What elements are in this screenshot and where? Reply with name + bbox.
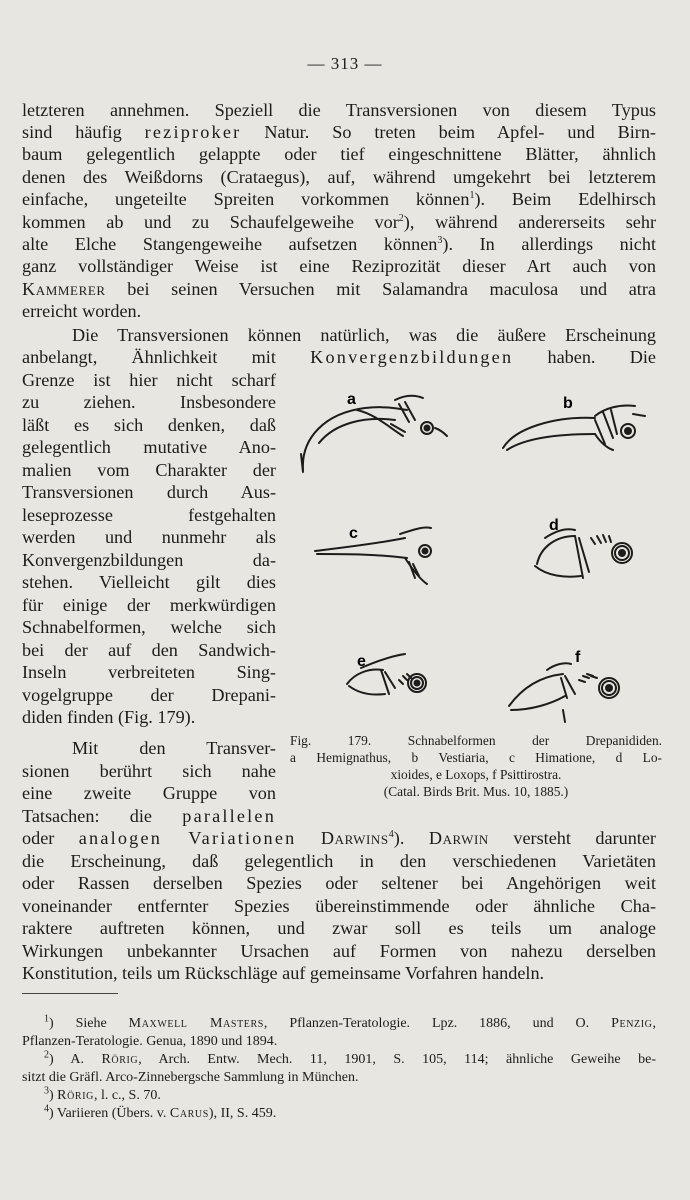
footnote-line — [22, 1015, 656, 1032]
beak-f-drawing — [509, 663, 619, 722]
text-run: Penzig — [611, 1016, 653, 1031]
text-run: ganz vollständiger Weise ist eine Reziprozität dieser Art auch von — [22, 256, 656, 276]
footnote-ref: 2 — [44, 1049, 49, 1061]
text-run: reziproker — [144, 122, 242, 142]
footnote-ref: 4 — [388, 828, 394, 840]
text-run: zu ziehen. Insbesondere — [22, 392, 276, 412]
beak-c-drawing — [315, 527, 431, 584]
beak-b-drawing — [503, 405, 645, 450]
text-run: ). In allerdings nicht — [442, 234, 657, 254]
text-line — [22, 571, 276, 593]
text-run: Darwin — [428, 828, 489, 848]
text-run: voneinander entfernter Spezies übereinstimmende oder ähnliche Cha- — [22, 896, 656, 916]
text-run: , l. c., S. 70. — [93, 1088, 161, 1103]
text-run: ). Beim Edelhirsch — [474, 189, 656, 209]
text-run: bei seinen Versuchen mit Salamandra maculosa und atra — [105, 279, 656, 299]
text-run: Natur. So treten beim Apfel- und Birn- — [241, 122, 656, 142]
footnote-line — [22, 1069, 656, 1086]
text-run: Konstitution, teils um Rückschläge auf gemeinsame Vorfahren handeln. — [22, 963, 545, 983]
text-run: , — [652, 1016, 656, 1031]
text-run: haben. Die — [513, 347, 657, 367]
text-line — [22, 166, 656, 188]
text-run: stehen. Vielleicht gilt dies — [22, 572, 276, 592]
text-line — [22, 324, 656, 346]
text-run: oder — [22, 828, 79, 848]
text-line — [22, 827, 656, 849]
text-line — [22, 706, 276, 728]
text-line — [22, 526, 276, 548]
text-run: läßt es sich denken, daß — [22, 415, 276, 435]
figure-caption — [290, 732, 662, 800]
text-run: ), während andererseits sehr — [403, 212, 657, 232]
beak-d-drawing — [535, 529, 632, 578]
text-run: kommen ab und zu Schaufelgeweihe vor — [22, 212, 399, 232]
text-run: raktere auftreten können, und zwar soll es teils um analoge — [22, 918, 656, 938]
text-line — [22, 143, 656, 165]
text-run: eine zweite Gruppe von — [22, 783, 276, 803]
text-line — [22, 346, 656, 368]
footnote-ref: 3 — [437, 234, 443, 246]
text-run: Carus — [169, 1106, 209, 1121]
text-line — [22, 872, 656, 894]
text-line — [22, 782, 276, 804]
text-run: Rörig — [101, 1052, 139, 1067]
text-run: vogelgruppe der Drepani- — [22, 685, 276, 705]
text-run: ), II, S. 459. — [208, 1106, 277, 1121]
text-line — [22, 414, 276, 436]
figure-label-e: e — [357, 653, 366, 670]
text-run: baum gelegentlich gelappte oder tief eingeschnittene Blätter, ähnlich — [22, 144, 656, 164]
figure-label-c: c — [349, 525, 358, 542]
footnote-ref: 4 — [44, 1103, 49, 1115]
text-line — [22, 594, 276, 616]
text-run: leseprozesse festgehalten — [22, 505, 276, 525]
beak-forms-illustration — [295, 388, 660, 728]
text-run: Maxwell Masters — [128, 1016, 264, 1031]
text-line — [22, 121, 656, 143]
text-line — [22, 616, 276, 638]
text-run: werden und nunmehr als — [22, 527, 276, 547]
text-run: Inseln verbreiteten Sing- — [22, 662, 276, 682]
text-line — [22, 504, 276, 526]
footnote-line — [22, 1051, 656, 1068]
text-run: Rörig — [57, 1088, 94, 1103]
text-run: die Erscheinung, daß gelegentlich in den verschiedenen Varietäten — [22, 851, 656, 871]
text-run: ) Variieren (Übers. v. — [49, 1106, 170, 1121]
footnote-line — [22, 1087, 656, 1104]
text-line — [22, 895, 656, 917]
text-run: sind häufig — [22, 122, 145, 142]
text-run: Grenze ist hier nicht scharf — [22, 370, 276, 390]
text-line — [22, 278, 656, 300]
text-run: gelegentlich mutative Ano- — [22, 437, 276, 457]
text-line — [22, 639, 276, 661]
text-line — [22, 459, 276, 481]
text-run: einfache, ungeteilte Spreiten vorkommen können — [22, 189, 470, 209]
text-run: Transversionen durch Aus- — [22, 482, 276, 502]
text-run — [296, 828, 320, 848]
text-line — [22, 661, 276, 683]
text-run: sionen berührt sich nahe — [22, 761, 276, 781]
text-run: , Arch. Entw. Mech. 11, 1901, S. 105, 114; ähnliche Geweihe be- — [138, 1052, 656, 1067]
caption-line: xioides, e Loxops, f Psittirostra. — [390, 767, 562, 782]
beak-a-drawing — [301, 396, 447, 472]
footnote-divider — [22, 993, 118, 994]
figure-label-b: b — [563, 395, 573, 412]
text-run: für einige der merkwürdigen — [22, 595, 276, 615]
text-run: ) A. — [49, 1052, 102, 1067]
text-line — [22, 436, 276, 458]
text-line — [22, 917, 656, 939]
text-run: parallelen — [182, 806, 276, 826]
footnote-ref: 1 — [469, 189, 475, 201]
text-line — [22, 737, 276, 759]
text-line — [22, 481, 276, 503]
text-line — [22, 369, 276, 391]
text-run: analogen Variationen — [78, 828, 297, 848]
text-run: Konvergenzbildungen da- — [22, 550, 276, 570]
text-line — [22, 188, 656, 210]
text-line — [22, 760, 276, 782]
text-run: diden finden (Fig. 179). — [22, 707, 196, 727]
text-line — [22, 211, 656, 233]
text-line — [22, 805, 276, 827]
text-line — [22, 684, 276, 706]
text-run: erreicht worden. — [22, 301, 142, 321]
text-line — [22, 233, 656, 255]
text-run: anbelangt, Ähnlichkeit mit — [22, 347, 311, 367]
text-run: sitzt die Gräfl. Arco-Zinnebergsche Sammlung in München. — [22, 1070, 359, 1085]
figure-label-f: f — [575, 649, 581, 666]
caption-line: a Hemignathus, b Vestiaria, c Himatione, d Lo- — [290, 750, 662, 765]
text-run: , Pflanzen-Teratologie. Lpz. 1886, und O. — [263, 1016, 612, 1031]
text-run: Schnabelformen, welche sich — [22, 617, 276, 637]
text-line — [22, 255, 656, 277]
text-run: letzteren annehmen. Speziell die Transversionen von diesem Typus — [22, 100, 656, 120]
text-line — [22, 962, 656, 984]
page-number: — 313 — — [307, 54, 383, 73]
text-run: Mit den Transver- — [72, 738, 276, 758]
text-run: Wirkungen unbekannter Ursachen auf Formen von nahezu derselben — [22, 941, 656, 961]
text-run: Konvergenzbildungen — [310, 347, 514, 367]
text-run: alte Elche Stangengeweihe aufsetzen können — [22, 234, 438, 254]
text-run: Darwins — [320, 828, 389, 848]
text-run: bei der auf den Sandwich- — [22, 640, 276, 660]
text-run: Pflanzen-Teratologie. Genua, 1890 und 1894. — [22, 1034, 278, 1049]
text-run: versteht darunter — [488, 828, 656, 848]
text-line — [22, 300, 656, 322]
caption-line: Fig. 179. Schnabelformen der Drepanididen. — [290, 733, 662, 748]
text-run: Die Transversionen können natürlich, was die äußere Erscheinung — [72, 325, 656, 345]
figure-label-a: a — [347, 391, 356, 408]
text-run: Kammerer — [22, 279, 106, 299]
text-line — [22, 99, 656, 121]
text-run: ) Siehe — [49, 1016, 129, 1031]
footnote-line — [22, 1105, 656, 1122]
text-run: denen des Weißdorns (Crataegus), auf, während umgekehrt bei letzterem — [22, 167, 656, 187]
footnote-ref: 2 — [398, 212, 404, 224]
footnote-line — [22, 1033, 656, 1050]
text-run: ) — [49, 1088, 58, 1103]
text-line — [22, 549, 276, 571]
text-line — [22, 850, 656, 872]
text-run: oder Rassen derselben Spezies oder seltener bei Angehörigen weit — [22, 873, 656, 893]
text-line — [22, 391, 276, 413]
figure-label-d: d — [549, 517, 559, 534]
figure-179 — [295, 388, 660, 728]
footnote-ref: 3 — [44, 1085, 49, 1097]
text-run: malien vom Charakter der — [22, 460, 276, 480]
caption-line: (Catal. Birds Brit. Mus. 10, 1885.) — [383, 784, 569, 799]
footnote-ref: 1 — [44, 1013, 49, 1025]
text-line — [22, 940, 656, 962]
text-run: ). — [393, 828, 429, 848]
text-run: Tatsachen: die — [22, 806, 183, 826]
